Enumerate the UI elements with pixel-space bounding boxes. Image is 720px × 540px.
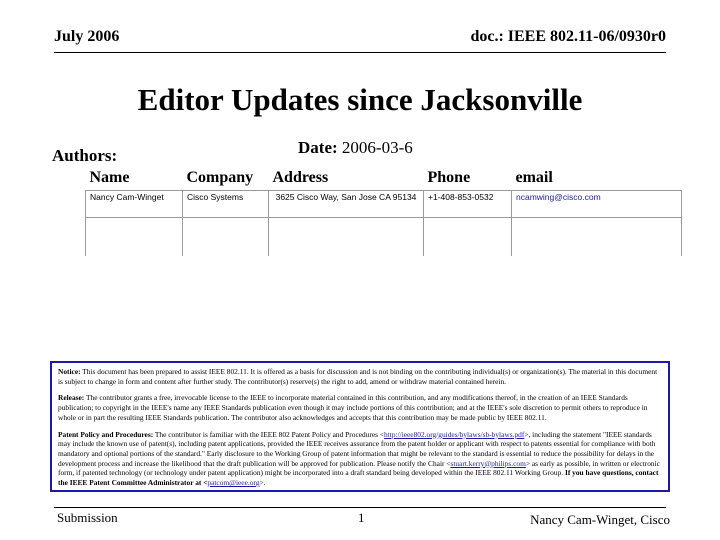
- notice-heading: Notice:: [58, 367, 81, 376]
- patcom-email-link[interactable]: patcom@ieee.org: [207, 478, 260, 488]
- footer-author: Nancy Cam-Winget, Cisco: [530, 512, 670, 527]
- patent-text-3: > as early as possible, in written or electronic form, if patented technology (or technology under patent application) might be incorporated into a draft standard being developed within the IEEE 802.11 Working Group.: [58, 458, 660, 478]
- release-text: The contributor grants a free, irrevocable license to the IEEE to incorporate material contained in this contribution, and any modifications thereof, in the creation of an IEEE Standards publication; to copyright in the IEEE's name any IEEE Standards publication even though it may include portions of this contribution; and at the IEEE's sole discretion to permit others to reproduce in whole or in part the resulting IEEE Standards publication. The contributor also acknowledges and accepts that this contribution may be made public by IEEE 802.11.: [58, 393, 648, 422]
- column-header-name: Name: [86, 168, 183, 191]
- empty-cell: [424, 218, 512, 257]
- column-header-address: Address: [269, 168, 424, 191]
- release-paragraph: [58, 393, 662, 422]
- table-header-row: [86, 168, 682, 191]
- author-company: Cisco Systems: [183, 191, 269, 218]
- table-row: [86, 191, 682, 218]
- header-date: July 2006: [54, 28, 120, 45]
- page-number: 1: [358, 510, 365, 525]
- author-phone: +1-408-853-0532: [424, 191, 512, 218]
- empty-cell: [269, 218, 424, 257]
- patent-text-1: The contributor is familiar with the IEEE 802 Patent Policy and Procedures <: [154, 429, 385, 439]
- header-rule: [54, 52, 666, 53]
- slide-title: Editor Updates since Jacksonville: [137, 82, 583, 117]
- chair-email-link[interactable]: stuart.kerry@philips.com: [450, 458, 526, 468]
- authors-table: [85, 168, 682, 256]
- author-address: 3625 Cisco Way, San Jose CA 95134: [269, 191, 424, 218]
- empty-cell: [86, 218, 183, 257]
- footer-rule: [54, 507, 666, 508]
- patent-text-2: >, including the statement "IEEE standards may include the known use of patent(s), including patent applications, provided the IEEE receives assurance from the patent holder or applicant with respect to patents essential for compliance with both mandatory and optional portions of the standard." Early disclosure to the Working Group of patent information that might be relevant to the standard is essential to reduce the possibility for delays in the development process and increase the likelihood that the draft publication will be approved for publication. Please notify the Chair <: [58, 429, 656, 468]
- date-line: [298, 138, 413, 158]
- empty-cell: [512, 218, 682, 257]
- author-email[interactable]: ncamwing@cisco.com: [512, 191, 682, 218]
- patent-paragraph: [58, 430, 662, 488]
- release-heading: Release:: [58, 393, 85, 403]
- header-doc-id: doc.: IEEE 802.11-06/0930r0: [470, 28, 666, 45]
- column-header-company: Company: [183, 168, 269, 191]
- patent-heading: Patent Policy and Procedures:: [58, 429, 154, 439]
- patent-policy-link[interactable]: http://ieee802.org/guides/bylaws/sb-bylaws.pdf: [384, 429, 525, 439]
- footer-submission: Submission: [57, 510, 118, 525]
- authors-label: Authors:: [52, 146, 118, 165]
- patent-end: >.: [259, 478, 266, 488]
- column-header-email: email: [512, 168, 682, 191]
- empty-cell: [183, 218, 269, 257]
- author-name: Nancy Cam-Winget: [86, 191, 183, 218]
- notice-paragraph: [58, 367, 662, 386]
- date-value: 2006-03-6: [341, 138, 413, 157]
- date-label: Date:: [298, 138, 338, 157]
- notice-text: This document has been prepared to assist IEEE 802.11. It is offered as a basis for discussion and is not binding on the contributing individual(s) or organization(s). The material in this document is subject to change in form and content after further study. The contributor(s) reserve(s) the right to add, amend or withdraw material contained herein.: [58, 367, 658, 386]
- table-row: [86, 218, 682, 257]
- patent-contact-text: If you have questions, contact the IEEE Patent Committee Administrator at <: [58, 468, 659, 488]
- notice-box: [50, 361, 670, 492]
- column-header-phone: Phone: [424, 168, 512, 191]
